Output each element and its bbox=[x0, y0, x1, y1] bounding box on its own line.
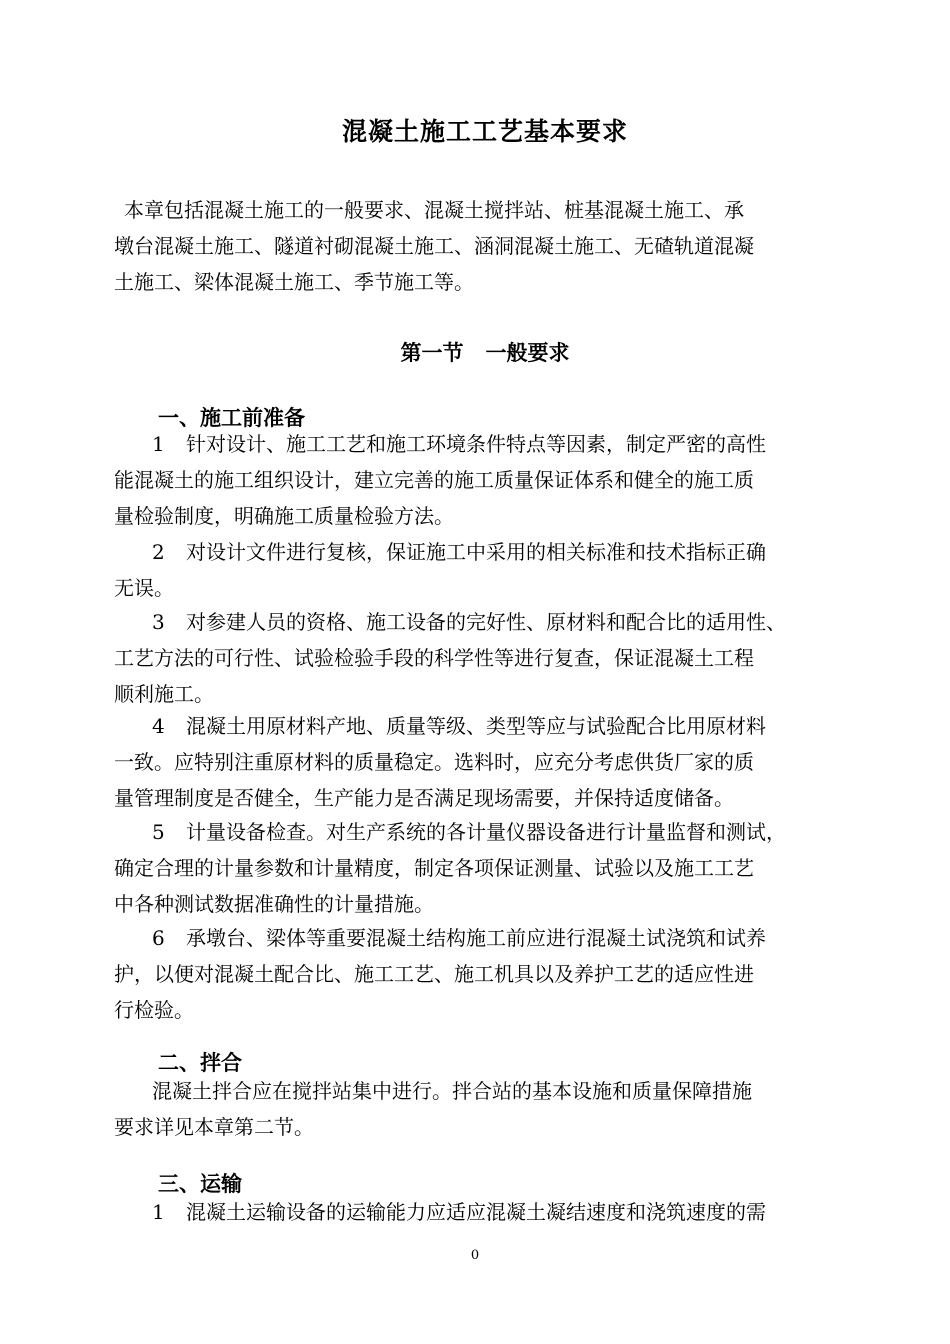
item-1 bbox=[114, 426, 854, 534]
item-number: 5 bbox=[152, 820, 165, 844]
item-3 bbox=[114, 604, 854, 712]
intro-paragraph bbox=[114, 192, 854, 300]
item-line: 行检验。 bbox=[114, 998, 194, 1022]
item-number: 3 bbox=[152, 610, 165, 634]
section-number: 第一节 bbox=[400, 340, 464, 365]
document-title: 混凝土施工工艺基本要求 bbox=[341, 117, 628, 146]
section-title: 一般要求 bbox=[485, 340, 570, 365]
item-number: 2 bbox=[152, 540, 165, 564]
item-number: 1 bbox=[152, 432, 165, 456]
section-heading bbox=[0, 337, 950, 367]
item-line: 承墩台、梁体等重要混凝土结构施工前应进行混凝土试浇筑和试养 bbox=[186, 926, 766, 950]
paragraph-line: 要求详见本章第二节。 bbox=[114, 1115, 314, 1139]
page-number: 0 bbox=[470, 1248, 480, 1263]
part3-item-1 bbox=[114, 1194, 854, 1230]
item-line: 工艺方法的可行性、试验检验手段的科学性等进行复查，保证混凝土工程 bbox=[114, 646, 754, 670]
intro-line: 本章包括混凝土施工的一般要求、混凝土搅拌站、桩基混凝土施工、承 bbox=[124, 198, 744, 222]
item-line: 一致。应特别注重原材料的质量稳定。选料时，应充分考虑供货厂家的质 bbox=[114, 750, 754, 774]
part1-heading: 一、施工前准备 bbox=[158, 405, 305, 430]
item-number: 1 bbox=[152, 1200, 165, 1224]
item-line: 量检验制度，明确施工质量检验方法。 bbox=[114, 504, 454, 528]
item-5 bbox=[114, 814, 854, 922]
intro-line: 土施工、梁体混凝土施工、季节施工等。 bbox=[114, 270, 474, 294]
item-line: 混凝土运输设备的运输能力应适应混凝土凝结速度和浇筑速度的需 bbox=[186, 1200, 766, 1224]
item-number: 6 bbox=[152, 926, 165, 950]
item-4 bbox=[114, 708, 854, 816]
item-line: 混凝土用原材料产地、质量等级、类型等应与试验配合比用原材料 bbox=[186, 714, 766, 738]
item-line: 顺利施工。 bbox=[114, 682, 214, 706]
part2-heading: 二、拌合 bbox=[158, 1050, 242, 1075]
item-line: 无误。 bbox=[114, 576, 174, 600]
item-line: 确定合理的计量参数和计量精度，制定各项保证测量、试验以及施工工艺 bbox=[114, 856, 754, 880]
intro-line: 墩台混凝土施工、隧道衬砌混凝土施工、涵洞混凝土施工、无碴轨道混凝 bbox=[114, 234, 754, 258]
item-line: 对设计文件进行复核，保证施工中采用的相关标准和技术指标正确 bbox=[186, 540, 766, 564]
item-line: 护，以便对混凝土配合比、施工工艺、施工机具以及养护工艺的适应性进 bbox=[114, 962, 754, 986]
item-line: 中各种测试数据准确性的计量措施。 bbox=[114, 892, 434, 916]
item-line: 针对设计、施工工艺和施工环境条件特点等因素，制定严密的高性 bbox=[186, 432, 766, 456]
paragraph-line: 混凝土拌合应在搅拌站集中进行。拌合站的基本设施和质量保障措施 bbox=[152, 1079, 752, 1103]
item-line: 计量设备检查。对生产系统的各计量仪器设备进行计量监督和测试， bbox=[186, 820, 786, 844]
item-line: 能混凝土的施工组织设计，建立完善的施工质量保证体系和健全的施工质 bbox=[114, 468, 754, 492]
item-6 bbox=[114, 920, 854, 1028]
item-2 bbox=[114, 534, 854, 606]
item-line: 对参建人员的资格、施工设备的完好性、原材料和配合比的适用性、 bbox=[186, 610, 786, 634]
part2-paragraph bbox=[114, 1073, 854, 1145]
item-line: 量管理制度是否健全，生产能力是否满足现场需要，并保持适度储备。 bbox=[114, 786, 734, 810]
part3-heading: 三、运输 bbox=[158, 1171, 242, 1196]
item-number: 4 bbox=[152, 714, 165, 738]
